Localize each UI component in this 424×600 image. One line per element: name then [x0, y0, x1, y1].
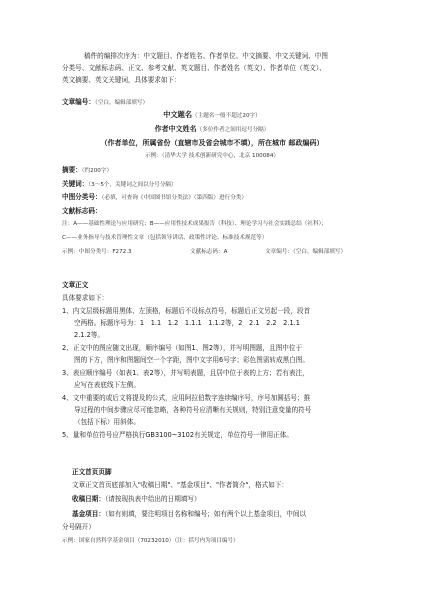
body-section-title: 文章正文 [62, 281, 89, 289]
abstract-note: （约200字） [81, 168, 113, 174]
body-item-1-line-2: 空两格。标题序号为：1 1.1 1.2 1.1.1 1.1.2等，2 2.1 2.2 2.1.1 [74, 319, 300, 327]
abstract-row [62, 166, 112, 176]
cn-title-note: （主题名一般不超过20字） [192, 113, 261, 119]
author-note: （多位作者之间用逗号分隔） [196, 127, 270, 133]
received-date-note: （请按现执表中给出的日期填写） [104, 495, 201, 503]
article-number-row [62, 98, 148, 108]
affiliation-line: （作者单位，所属省份（直辖市及省会城市不填），所在城市 邮政编码） [100, 139, 324, 147]
clc-note: （必填，可查询《中国图书馆分类法》（第四版）进行分类） [101, 195, 247, 201]
doc-code-note-2: C——业务指导与技术管理性文章（包括领导讲话、政策性评论、标准技术规范等） [62, 235, 268, 241]
cn-title-label: 中文题名 [163, 110, 193, 119]
body-item-2-line-2: 图的下方，图序和图题间空一个字距，图中文字用6号字；彩色图需转成黑白图。 [74, 356, 309, 364]
fund-note-2: 分号隔开） [62, 523, 95, 531]
body-item-4-line-1: 4、文中重要的或后文将提及的公式，应用阿拉伯数字连续编序号，序号加圆括号；推 [62, 394, 311, 402]
article-number-label: 文章编号： [62, 98, 95, 106]
received-date-label: 收稿日期： [72, 495, 105, 503]
body-item-1-line-3: 2.1.2等。 [74, 331, 104, 339]
body-item-1-line-1: 1、内文层级标题用黑体、左顶格，标题后不设标点符号，标题后正文另起一段，段首 [62, 307, 311, 315]
fund-example: 示例：国家自然科学基金项目（70232010）（注：括号内为项目编号） [62, 538, 239, 544]
body-item-4-line-3: （包括下标）用斜体。 [74, 418, 140, 426]
body-item-2-line-1: 2、正文中的图应随文出现，顺序编号（如图1、图2等），并写明图题，且图中位于 [62, 344, 303, 352]
footer-section-title: 正文首页页脚 [72, 468, 112, 476]
body-item-4-line-2: 导过程的中间步骤应尽可能忽略，各种符号应清晰有关规则，特别注意变量的符号 [74, 406, 312, 414]
intro-line-2: 分类号、文献标志码、正文、参考文献、英文题目、作者姓名（英文）、作者单位（英文）、 [62, 64, 326, 72]
body-section-subtitle: 具体要求如下： [62, 294, 109, 302]
author-row [0, 125, 424, 135]
example-doc-code: 文献标志码：A [190, 249, 228, 255]
abstract-label: 摘要： [62, 166, 82, 174]
fund-note: （如有则填，要注明项目名称和编号；如有两个以上基金项目，中间以 [104, 510, 307, 518]
footer-section-desc: 文章正文首页底部加入"收稿日期"、"基金项目"、"作者简介"，格式如下： [72, 481, 289, 489]
body-item-3-line-1: 3、表应顺序编号（如表1、表2等），并写明表题，且居中位于表的上方；若有表注， [62, 369, 309, 377]
author-label: 作者中文姓名 [154, 125, 197, 133]
fund-label: 基金项目： [72, 510, 105, 518]
cn-title-row [0, 110, 424, 121]
clc-row [62, 193, 247, 203]
example-article-no: 文章编号：（空白，编辑部填写） [265, 249, 347, 255]
clc-label: 中图分类号： [62, 193, 102, 201]
affiliation-example: 示例：（清华大学 技术创新研究中心，北京 100084） [145, 153, 279, 159]
article-number-note: （空白，编辑部填写） [94, 100, 149, 106]
example-clc: 示例：中图分类号：F272.3 [62, 249, 132, 255]
body-item-5-line-1: 5、量和单位符号应严格执行GB3100~3102有关规定，单位符号一律用正体。 [62, 431, 293, 439]
body-item-3-line-2: 应写在表底线下左侧。 [74, 381, 140, 389]
received-date-row [72, 495, 201, 504]
doc-code-note-1: 注：A——基础性理论与应用研究；B——应用性技术成果报告（科技）、理论学习与社会实践总结（社科）； [62, 221, 327, 227]
intro-line-1: 稿件的编排次序为：中文题目、作者姓名、作者单位、中文摘要、中文关键词、中图 [84, 52, 328, 60]
doc-code-label: 文献标志码： [62, 207, 102, 215]
intro-line-3: 英文摘要、英文关键词，具体要求如下： [62, 76, 181, 84]
fund-row [72, 510, 306, 519]
keywords-note: （3～5个，关键词之间以分号分隔） [88, 182, 177, 188]
keywords-row [62, 180, 177, 190]
keywords-label: 关键词： [62, 180, 89, 188]
